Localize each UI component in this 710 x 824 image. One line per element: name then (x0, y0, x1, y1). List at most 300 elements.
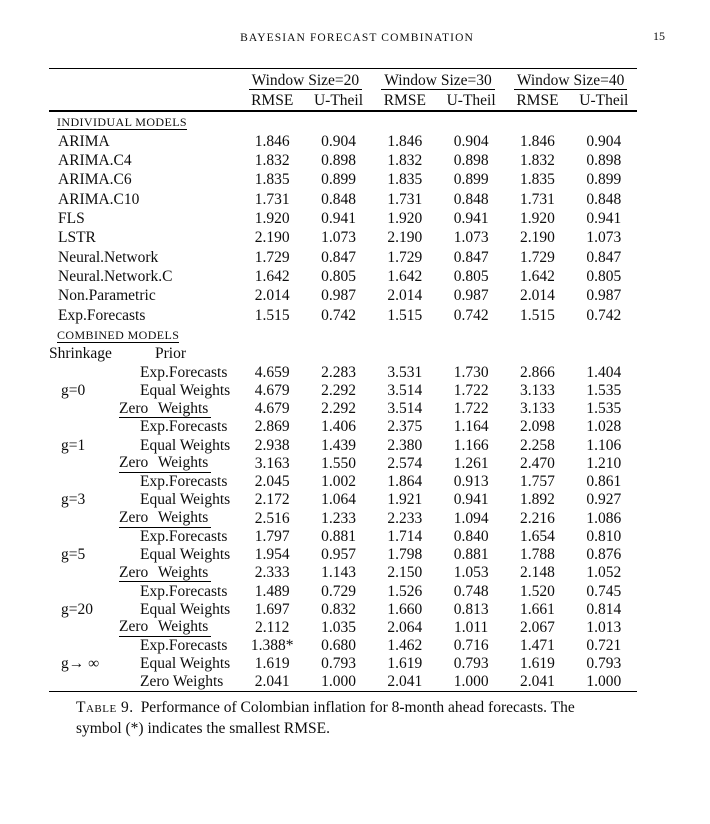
value-cell: 1.233 (321, 509, 356, 527)
window-size-header (372, 69, 505, 93)
table-row (49, 190, 637, 209)
shrinkage-label: g=3 (61, 491, 86, 509)
model-label: FLS (58, 210, 85, 228)
value-cell: 1.797 (254, 527, 290, 545)
value-cell: 1.729 (520, 248, 555, 266)
value-cell: 1.000 (453, 673, 489, 691)
value-cell: 1.619 (254, 655, 290, 673)
window-size-header (239, 69, 372, 93)
table-row (49, 171, 637, 190)
table-row (49, 655, 637, 673)
value-cell: 1.835 (520, 171, 555, 189)
prior-label (119, 673, 239, 692)
value-cell: 1.654 (520, 527, 555, 545)
individual-models-section-label: INDIVIDUAL MODELS (57, 115, 188, 129)
table-row (49, 267, 637, 286)
value-cell: 1.094 (453, 509, 489, 527)
section-cell (49, 111, 637, 132)
value-cell: 0.805 (321, 267, 356, 285)
value-cell: 1.954 (254, 545, 290, 563)
value-cell: 0.793 (586, 655, 622, 673)
shrinkage-label (49, 618, 119, 637)
value-cell: 1.535 (586, 381, 622, 399)
table-row (49, 509, 637, 528)
value-cell: 1.515 (520, 306, 555, 324)
value-cell: 4.679 (254, 400, 290, 418)
value-cell: 3.163 (254, 454, 290, 472)
value-cell: 1.002 (321, 473, 356, 491)
value-cell: 0.899 (586, 171, 622, 189)
value-cell: 1.832 (387, 152, 423, 170)
table-row (49, 382, 637, 400)
value-cell: 1.013 (586, 618, 622, 636)
value-cell: 1.073 (586, 229, 622, 247)
value-cell: 0.899 (453, 171, 489, 189)
value-cell: 2.292 (321, 400, 356, 418)
shrinkage-label: g=20 (61, 600, 93, 618)
value-cell: 1.788 (520, 545, 555, 563)
value-cell: 2.866 (520, 363, 555, 381)
value-cell: 0.742 (321, 306, 356, 324)
value-cell: 0.899 (321, 171, 356, 189)
value-cell: 1.515 (387, 306, 423, 324)
value-cell (438, 345, 504, 364)
prior-label-text: Zero Weights (119, 509, 211, 528)
value-cell: 2.190 (254, 229, 290, 247)
table-row (49, 637, 637, 655)
value-cell: 1.053 (453, 564, 489, 582)
table-row (49, 209, 637, 228)
value-cell: 2.375 (387, 418, 423, 436)
table-row (49, 582, 637, 600)
window-size-header (504, 69, 637, 93)
value-cell: 2.516 (254, 509, 290, 527)
shrinkage-label (49, 564, 119, 583)
value-cell: 2.470 (520, 454, 555, 472)
value-cell: 0.810 (586, 527, 622, 545)
value-cell: 2.150 (387, 564, 423, 582)
value-cell (305, 345, 371, 364)
value-cell: 2.233 (387, 509, 423, 527)
value-cell: 1.028 (586, 418, 622, 436)
prior-label-text: Zero Weights (119, 618, 211, 637)
value-cell: 0.813 (453, 600, 489, 618)
value-cell: 0.729 (321, 582, 356, 600)
value-cell: 2.190 (520, 229, 555, 247)
shrinkage-header: Shrinkage (49, 345, 112, 363)
prior-label (119, 400, 239, 419)
value-cell: 0.941 (453, 210, 489, 228)
value-cell: 0.832 (321, 600, 356, 618)
value-cell: 0.987 (453, 287, 489, 305)
page (0, 28, 710, 824)
shrinkage-label (49, 454, 119, 473)
prior-label-text: Zero Weights (119, 564, 211, 583)
value-cell: 0.847 (321, 248, 356, 266)
value-cell: 0.941 (586, 210, 622, 228)
model-label: LSTR (58, 229, 96, 247)
metric-header: RMSE (239, 92, 305, 111)
prior-label-text: Zero Weights (119, 400, 211, 419)
table-row (49, 151, 637, 170)
value-cell: 1.164 (453, 418, 489, 436)
value-cell: 0.913 (453, 473, 489, 491)
model-label: Neural.Network (58, 248, 159, 266)
value-cell: 1.210 (586, 454, 622, 472)
table-row (49, 418, 637, 436)
value-cell: 0.987 (586, 287, 622, 305)
header-stub (49, 69, 239, 93)
shrinkage-label (49, 363, 119, 381)
value-cell: 0.814 (586, 600, 622, 618)
metric-header: RMSE (504, 92, 570, 111)
table-row (49, 454, 637, 473)
value-cell: 1.697 (254, 600, 290, 618)
value-cell: 1.261 (453, 454, 489, 472)
combined-models-section (49, 325, 637, 345)
value-cell: 0.716 (453, 637, 489, 655)
model-label: Neural.Network.C (58, 267, 173, 285)
value-cell: 2.380 (387, 436, 423, 454)
table-row (49, 436, 637, 454)
value-cell: 1.388* (250, 637, 294, 655)
value-cell: 1.731 (387, 190, 423, 208)
prior-label-text: Exp.Forecasts (140, 473, 228, 491)
table-row (49, 363, 637, 381)
value-cell: 0.748 (453, 582, 489, 600)
table-row (49, 491, 637, 509)
value-cell: 1.166 (453, 436, 489, 454)
table-row (49, 132, 637, 151)
value-cell: 0.805 (586, 267, 622, 285)
shrinkage-label (49, 400, 119, 419)
value-cell: 1.660 (387, 600, 423, 618)
table-row (49, 564, 637, 583)
window-size-row (49, 69, 637, 93)
prior-label-text: Zero Weights (140, 673, 224, 691)
value-cell (372, 345, 438, 364)
value-cell: 0.742 (586, 306, 622, 324)
prior-label (119, 582, 239, 600)
value-cell: 0.927 (586, 491, 622, 509)
value-cell: 2.014 (387, 287, 423, 305)
value-cell: 1.011 (453, 618, 489, 636)
value-cell: 0.793 (453, 655, 489, 673)
value-cell: 2.098 (520, 418, 555, 436)
value-cell: 0.957 (321, 545, 356, 563)
individual-models-section (49, 111, 637, 132)
prior-label-text: Equal Weights (140, 436, 231, 454)
prior-label-text: Equal Weights (140, 381, 231, 399)
value-cell: 0.898 (586, 152, 622, 170)
value-cell: 2.258 (520, 436, 555, 454)
prior-label-text: Exp.Forecasts (140, 418, 228, 436)
value-cell: 1.731 (254, 190, 290, 208)
shrinkage-label (49, 418, 119, 436)
value-cell: 0.805 (453, 267, 489, 285)
value-cell: 1.471 (520, 637, 555, 655)
prior-label-text: Equal Weights (140, 655, 231, 673)
value-cell: 4.659 (254, 363, 290, 381)
value-cell: 1.106 (586, 436, 622, 454)
value-cell: 0.881 (453, 545, 489, 563)
value-cell: 1.757 (520, 473, 555, 491)
value-cell: 1.526 (387, 582, 423, 600)
value-cell: 1.515 (254, 306, 290, 324)
value-cell: 1.143 (321, 564, 356, 582)
value-cell: 2.333 (254, 564, 290, 582)
value-cell: 1.619 (387, 655, 423, 673)
prior-label (119, 564, 239, 583)
value-cell: 1.035 (321, 618, 356, 636)
value-cell: 1.920 (520, 210, 555, 228)
prior-label-text: Equal Weights (140, 545, 231, 563)
shrinkage-label (49, 582, 119, 600)
value-cell: 1.086 (586, 509, 622, 527)
page-number: 15 (653, 29, 665, 43)
value-cell: 1.642 (387, 267, 423, 285)
value-cell: 1.729 (254, 248, 290, 266)
window-size-label: Window Size=40 (514, 71, 628, 91)
value-cell: 2.112 (255, 618, 290, 636)
value-cell: 2.190 (387, 229, 423, 247)
value-cell: 0.847 (586, 248, 622, 266)
model-label: Non.Parametric (58, 287, 156, 305)
table-row (49, 286, 637, 305)
shrinkage-label (49, 637, 119, 655)
prior-label (119, 637, 239, 655)
value-cell: 1.642 (520, 267, 555, 285)
prior-label (119, 491, 239, 509)
value-cell: 0.848 (321, 190, 356, 208)
window-size-label: Window Size=30 (381, 71, 495, 91)
value-cell: 2.067 (520, 618, 555, 636)
value-cell: 0.904 (453, 132, 489, 150)
value-cell: 2.148 (520, 564, 555, 582)
value-cell: 0.848 (586, 190, 622, 208)
value-cell: 1.832 (520, 152, 555, 170)
value-cell: 1.864 (387, 473, 423, 491)
value-cell: 0.721 (586, 637, 622, 655)
value-cell: 0.876 (586, 545, 622, 563)
value-cell: 1.892 (520, 491, 555, 509)
prior-label-text: Equal Weights (140, 491, 231, 509)
prior-label-text: Exp.Forecasts (140, 582, 228, 600)
value-cell: 0.904 (321, 132, 356, 150)
table-row (49, 546, 637, 564)
value-cell: 1.439 (321, 436, 356, 454)
prior-label-text: Zero Weights (119, 454, 211, 473)
value-cell: 1.064 (321, 491, 356, 509)
value-cell: 0.941 (321, 210, 356, 228)
prior-label (119, 509, 239, 528)
value-cell: 1.406 (321, 418, 356, 436)
value-cell: 1.832 (254, 152, 290, 170)
results-table (49, 68, 637, 692)
value-cell: 1.846 (254, 132, 290, 150)
running-head (49, 28, 665, 44)
value-cell: 3.514 (387, 400, 423, 418)
value-cell: 1.722 (453, 400, 489, 418)
value-cell: 1.835 (254, 171, 290, 189)
value-cell: 1.846 (520, 132, 555, 150)
model-label: ARIMA.C4 (58, 152, 132, 170)
value-cell: 0.881 (321, 527, 356, 545)
prior-label (119, 528, 239, 546)
caption-line-1 (76, 698, 665, 719)
shrinkage-label: g=1 (61, 436, 86, 454)
caption-table-label: Table 9. (76, 699, 134, 717)
value-cell: 2.041 (387, 673, 423, 691)
value-cell: 0.898 (453, 152, 489, 170)
value-cell: 0.680 (321, 637, 356, 655)
value-cell: 1.729 (387, 248, 423, 266)
table-row (49, 600, 637, 618)
value-cell: 1.520 (520, 582, 555, 600)
shrinkage-label: g=5 (61, 545, 86, 563)
table-row (49, 618, 637, 637)
value-cell: 0.987 (321, 287, 356, 305)
table-row (49, 473, 637, 491)
prior-label (119, 618, 239, 637)
value-cell: 2.014 (254, 287, 290, 305)
value-cell: 1.661 (520, 600, 555, 618)
prior-header: Prior (155, 345, 187, 363)
metric-header: U-Theil (571, 92, 637, 111)
shrinkage-label (49, 528, 119, 546)
value-cell: 1.073 (321, 229, 356, 247)
prior-label (119, 418, 239, 436)
value-cell: 1.000 (586, 673, 622, 691)
value-cell (239, 345, 305, 364)
prior-label-text: Exp.Forecasts (140, 637, 228, 655)
table-row (49, 248, 637, 267)
value-cell: 0.745 (586, 582, 622, 600)
value-cell: 1.731 (520, 190, 555, 208)
value-cell: 2.283 (321, 363, 356, 381)
value-cell: 3.514 (387, 381, 423, 399)
table-caption (76, 698, 665, 739)
value-cell: 3.531 (387, 363, 423, 381)
value-cell: 0.793 (321, 655, 356, 673)
section-cell (49, 325, 637, 345)
value-cell: 4.679 (254, 381, 290, 399)
shrinkage-label: g=0 (61, 381, 86, 399)
value-cell: 0.861 (586, 473, 622, 491)
table-body (49, 111, 637, 692)
shrinkage-label (49, 473, 119, 491)
prior-label (119, 382, 239, 400)
table-row (49, 673, 637, 692)
value-cell: 2.869 (254, 418, 290, 436)
value-cell: 0.898 (321, 152, 356, 170)
prior-label-text: Equal Weights (140, 600, 231, 618)
prior-label (119, 546, 239, 564)
value-cell: 0.848 (453, 190, 489, 208)
value-cell: 1.846 (387, 132, 423, 150)
value-cell: 1.920 (254, 210, 290, 228)
prior-label (119, 655, 239, 673)
table-header (49, 69, 637, 112)
metric-row (49, 92, 637, 111)
value-cell: 1.920 (387, 210, 423, 228)
table-row (49, 528, 637, 546)
value-cell: 1.798 (387, 545, 423, 563)
value-cell: 2.172 (254, 491, 290, 509)
value-cell (571, 345, 637, 364)
value-cell: 2.216 (520, 509, 555, 527)
caption-text-1: Performance of Colombian inflation for 8-month ahead forecasts. The (140, 699, 575, 717)
value-cell: 1.835 (387, 171, 423, 189)
value-cell: 1.462 (387, 637, 423, 655)
model-label: ARIMA.C6 (58, 171, 132, 189)
value-cell: 2.041 (520, 673, 555, 691)
model-label: Exp.Forecasts (58, 306, 146, 324)
value-cell: 2.292 (321, 381, 356, 399)
metric-header: RMSE (372, 92, 438, 111)
model-label: ARIMA.C10 (58, 190, 140, 208)
value-cell: 1.489 (254, 582, 290, 600)
table-row (49, 400, 637, 419)
value-cell: 1.052 (586, 564, 622, 582)
prior-label (119, 473, 239, 491)
value-cell: 1.714 (387, 527, 423, 545)
prior-label-text: Exp.Forecasts (140, 527, 228, 545)
model-label: ARIMA (58, 132, 110, 150)
shrinkage-label (49, 673, 119, 692)
prior-label (119, 600, 239, 618)
subheader-row (49, 345, 637, 364)
value-cell: 1.619 (520, 655, 555, 673)
prior-label (119, 436, 239, 454)
metric-header: U-Theil (305, 92, 371, 111)
value-cell: 1.073 (453, 229, 489, 247)
prior-label-text: Exp.Forecasts (140, 363, 228, 381)
shrinkage-label: g→ ∞ (61, 655, 100, 673)
value-cell: 2.574 (387, 454, 423, 472)
value-cell: 2.041 (254, 673, 290, 691)
metric-header: U-Theil (438, 92, 504, 111)
value-cell: 0.904 (586, 132, 622, 150)
shrinkage-label (49, 509, 119, 528)
value-cell: 1.722 (453, 381, 489, 399)
value-cell: 2.064 (387, 618, 423, 636)
prior-label (119, 363, 239, 381)
table-row (49, 228, 637, 247)
value-cell: 1.642 (254, 267, 290, 285)
value-cell: 0.941 (453, 491, 489, 509)
value-cell (504, 345, 570, 364)
value-cell: 2.014 (520, 287, 555, 305)
value-cell: 1.550 (321, 454, 356, 472)
value-cell: 1.404 (586, 363, 622, 381)
window-size-label: Window Size=20 (249, 71, 363, 91)
value-cell: 1.535 (586, 400, 622, 418)
value-cell: 3.133 (520, 400, 555, 418)
caption-line-2: symbol (*) indicates the smallest RMSE. (76, 719, 331, 737)
value-cell: 0.840 (453, 527, 489, 545)
running-head-title: BAYESIAN FORECAST COMBINATION (240, 32, 474, 44)
prior-label (119, 454, 239, 473)
value-cell: 0.847 (453, 248, 489, 266)
header-stub (49, 92, 239, 111)
value-cell: 1.730 (453, 363, 489, 381)
combined-models-section-label: COMBINED MODELS (57, 327, 180, 342)
value-cell: 0.742 (453, 306, 489, 324)
value-cell: 1.921 (387, 491, 423, 509)
value-cell: 1.000 (321, 673, 356, 691)
table-row (49, 306, 637, 325)
